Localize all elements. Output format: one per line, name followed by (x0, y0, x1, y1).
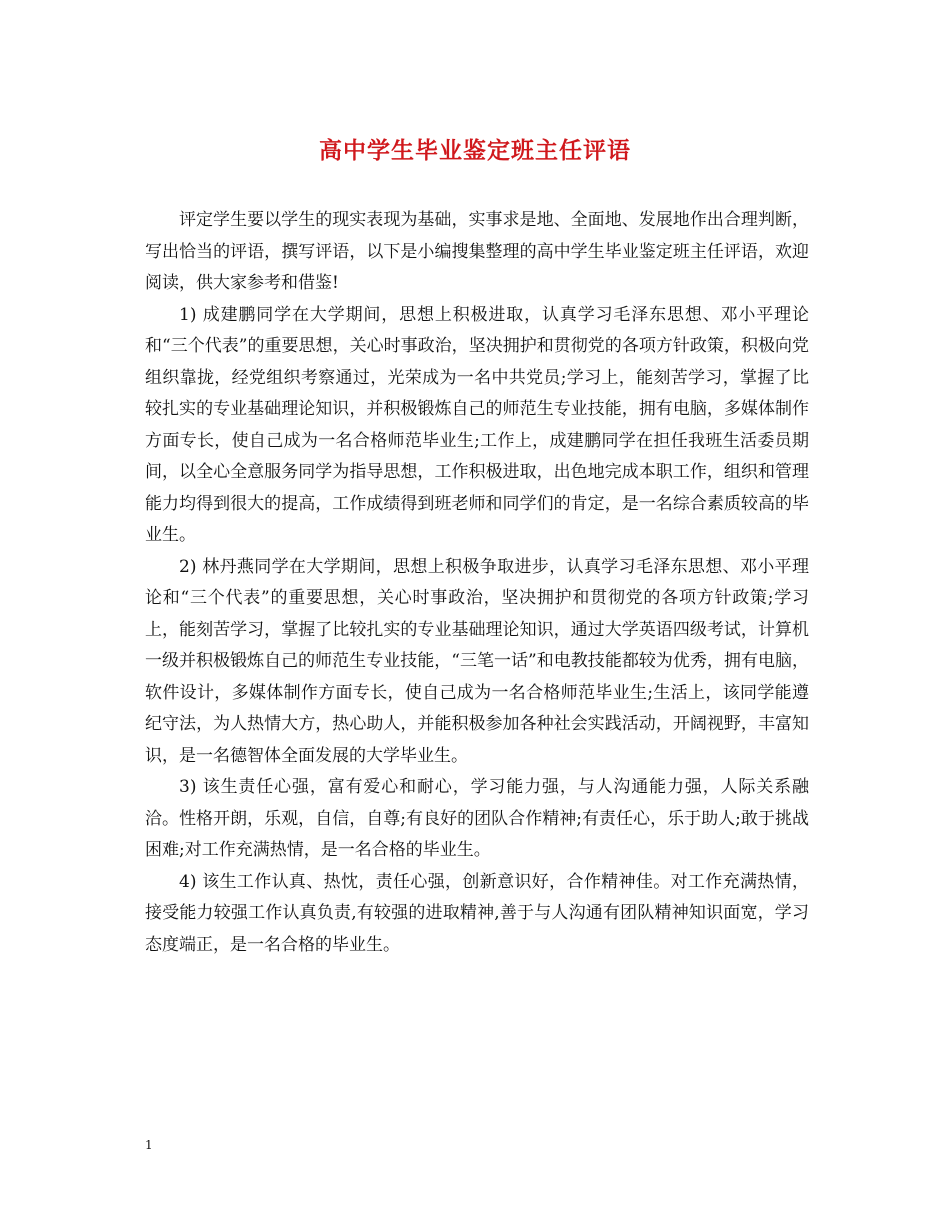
comment-paragraph-2: 2) 林丹燕同学在大学期间，思想上积极争取进步，认真学习毛泽东思想、邓小平理论和“三个代表”的重要思想，关心时事政治，坚决拥护和贯彻党的各项方针政策;学习上，能刻苦学习，掌握了比较扎实的专业基础理论知识，通过大学英语四级考试，计算机一级并积极锻炼自己的师范生专业技能，“三笔一话”和电教技能都较为优秀，拥有电脑，软件设计，多媒体制作方面专长，使自己成为一名合格师范毕业生;生活上，该同学能遵纪守法，为人热情大方，热心助人，并能积极参加各种社会实践活动，开阔视野，丰富知识，是一名德智体全面发展的大学毕业生。 (145, 556, 809, 766)
intro-paragraph: 评定学生要以学生的现实表现为基础，实事求是地、全面地、发展地作出合理判断，写出恰当的评语，撰写评语，以下是小编搜集整理的高中学生毕业鉴定班主任评语，欢迎阅读，供大家参考和借鉴! (145, 210, 809, 293)
comment-paragraph-4: 4) 该生工作认真、热忱，责任心强，创新意识好，合作精神佳。对工作充满热情，接受能力较强工作认真负责,有较强的进取精神,善于与人沟通有团队精神知识面宽，学习态度端正，是一名合格的毕业生。 (145, 871, 809, 955)
comment-paragraph-3: 3) 该生责任心强，富有爱心和耐心，学习能力强，与人沟通能力强，人际关系融洽。性格开朗，乐观，自信，自尊;有良好的团队合作精神;有责任心，乐于助人;敢于挑战困难;对工作充满热情，是一名合格的毕业生。 (145, 777, 809, 860)
comment-paragraph-1: 1) 成建鹏同学在大学期间，思想上积极进取，认真学习毛泽东思想、邓小平理论和“三个代表”的重要思想，关心时事政治，坚决拥护和贯彻党的各项方针政策，积极向党组织靠拢，经党组织考察通过，光荣成为一名中共党员;学习上，能刻苦学习，掌握了比较扎实的专业基础理论知识，并积极锻炼自己的师范生专业技能，拥有电脑，多媒体制作方面专长，使自己成为一名合格师范毕业生;工作上，成建鹏同学在担任我班生活委员期间，以全心全意服务同学为指导思想，工作积极进取，出色地完成本职工作，组织和管理能力均得到很大的提高，工作成绩得到班老师和同学们的肯定，是一名综合素质较高的毕业生。 (145, 304, 809, 545)
document-title: 高中学生毕业鉴定班主任评语 (319, 137, 631, 164)
page-number: 1 (145, 1138, 153, 1152)
document-body (145, 205, 809, 961)
